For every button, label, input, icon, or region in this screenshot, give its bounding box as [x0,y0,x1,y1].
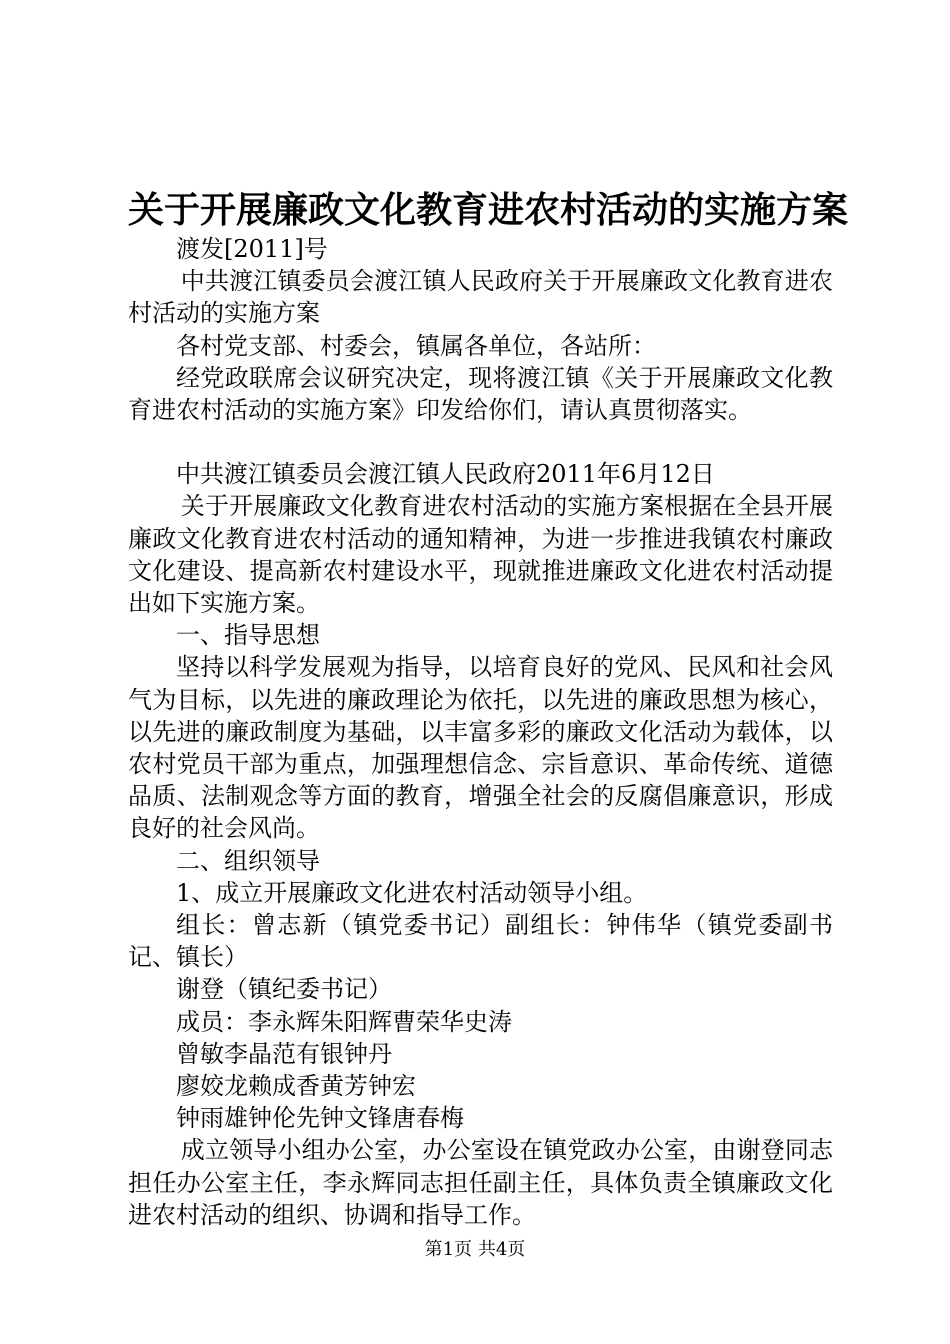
group-leaders-line: 组长：曾志新（镇党委书记）副组长：钟伟华（镇党委副书记、镇长） [128,911,833,972]
section-heading-guiding-thought: 一、指导思想 [176,621,320,650]
guiding-thought-paragraph: 坚持以科学发展观为指导，以培育良好的党风、民风和社会风气为目标，以先进的廉政理论为依托，以先进的廉政思想为核心，以先进的廉政制度为基础，以丰富多彩的廉政文化活动为载体，以农村党员干部为重点，加强理想信念、宗旨意识、革命传统、道德品质、法制观念等方面的教育，增强全社会的反腐倡廉意识，形成良好的社会风尚。 [128,653,833,843]
issuer-date-line: 中共渡江镇委员会渡江镇人民政府2011年6月12日 [176,460,715,489]
doc-heading-line: 中共渡江镇委员会渡江镇人民政府关于开展廉政文化教育进农村活动的实施方案 [128,267,833,328]
members-line-4: 钟雨雄钟伦先钟文锋唐春梅 [176,1104,464,1133]
document-body [128,233,833,1231]
document-title: 关于开展廉政文化教育进农村活动的实施方案 [128,189,849,231]
deputy-leader-line: 谢登（镇纪委书记） [176,975,392,1004]
members-line-3: 廖姣龙赖成香黄芳钟宏 [176,1072,416,1101]
office-paragraph: 成立领导小组办公室，办公室设在镇党政办公室，由谢登同志担任办公室主任，李永辉同志担任副主任，具体负责全镇廉政文化进农村活动的组织、协调和指导工作。 [128,1136,833,1229]
intro-paragraph: 关于开展廉政文化教育进农村活动的实施方案根据在全县开展廉政文化教育进农村活动的通知精神，为进一步推进我镇农村廉政文化建设、提高新农村建设水平，现就推进廉政文化进农村活动提出如下实施方案。 [128,492,833,618]
doc-number: 渡发[2011]号 [176,235,328,263]
members-line-2: 曾敏李晶范有银钟丹 [176,1039,392,1068]
page-footer: 第1页 共4页 [424,1239,526,1260]
section-heading-organization: 二、组织领导 [176,846,320,875]
members-line-1: 成员：李永辉朱阳辉曹荣华史涛 [176,1007,512,1036]
blank-line [128,426,833,458]
leadership-group-item: 1、成立开展廉政文化进农村活动领导小组。 [176,878,648,907]
recipients-line: 各村党支部、村委会，镇属各单位，各站所： [176,331,656,360]
notice-paragraph: 经党政联席会议研究决定，现将渡江镇《关于开展廉政文化教育进农村活动的实施方案》印发给你们，请认真贯彻落实。 [128,363,833,425]
